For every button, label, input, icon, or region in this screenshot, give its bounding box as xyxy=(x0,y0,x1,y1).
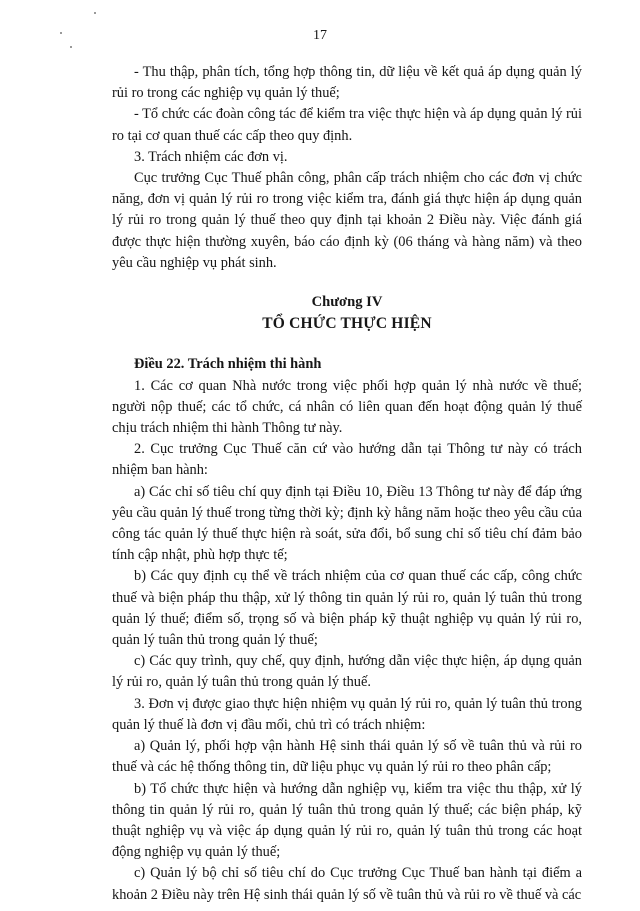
paragraph: b) Tổ chức thực hiện và hướng dẫn nghiệp vụ, kiểm tra việc thu thập, xử lý thông tin quản lý rủi ro, quản lý tuân thủ trong quản lý thuế; các biện pháp, kỹ thuật nghiệp vụ và việc áp dụng quản lý rủi ro, quản lý tuân thủ trong các hoạt động nghiệp vụ quản lý thuế; xyxy=(112,780,582,861)
paragraph: c) Các quy trình, quy chế, quy định, hướng dẫn việc thực hiện, áp dụng quản lý rủi ro, quản lý tuân thủ trong quản lý thuế. xyxy=(112,653,582,691)
chapter-heading: Chương IV xyxy=(311,294,383,311)
page-number: 17 xyxy=(313,28,327,43)
paragraph: b) Các quy định cụ thể về trách nhiệm của cơ quan thuế các cấp, công chức thuế và biện pháp thu thập, xử lý thông tin quản lý rủi ro, quản lý tuân thủ trong quản lý thuế; điểm số, trọng số và biện pháp kỹ thuật nghiệp vụ quản lý rủi ro, quản lý tuân thủ trong quản lý thuế; xyxy=(112,568,582,649)
paragraph: - Thu thập, phân tích, tổng hợp thông tin, dữ liệu về kết quả áp dụng quản lý rủi ro trong các nghiệp vụ quản lý thuế; xyxy=(112,64,582,102)
article-title: Điều 22. Trách nhiệm thi hành xyxy=(134,356,322,373)
paragraph: c) Quản lý bộ chỉ số tiêu chí do Cục trưởng Cục Thuế ban hành tại điểm a khoản 2 Điều này trên Hệ sinh thái quản lý số về tuân thủ và rủi ro về thuế và các xyxy=(112,865,582,903)
paragraph: a) Các chỉ số tiêu chí quy định tại Điều 10, Điều 13 Thông tư này để đáp ứng yêu cầu quản lý thuế trong từng thời kỳ; định kỳ hằng năm hoặc theo yêu cầu của công tác quản lý thuế thực hiện rà soát, sửa đổi, bổ sung chỉ số tiêu chí đảm bảo tính cập nhật, phù hợp thực tế; xyxy=(112,483,582,564)
paragraph: 1. Các cơ quan Nhà nước trong việc phối hợp quản lý nhà nước về thuế; người nộp thuế; các tổ chức, cá nhân có liên quan đến hoạt động quản lý thuế chịu trách nhiệm thi hành Thông tư này. xyxy=(112,377,582,437)
paragraph: Cục trưởng Cục Thuế phân công, phân cấp trách nhiệm cho các đơn vị chức năng, đơn vị quản lý rủi ro trong việc kiểm tra, đánh giá thực hiện áp dụng quản lý rủi ro trong quản lý thuế theo quy định tại khoản 2 Điều này. Việc đánh giá được thực hiện thường xuyên, báo cáo định kỳ (06 tháng và hàng năm) và theo yêu cầu nghiệp vụ phát sinh. xyxy=(112,170,582,271)
scan-speck xyxy=(70,46,72,48)
chapter-title: TỔ CHỨC THỰC HIỆN xyxy=(262,315,432,333)
paragraph: 2. Cục trưởng Cục Thuế căn cứ vào hướng dẫn tại Thông tư này có trách nhiệm ban hành: xyxy=(112,441,582,479)
paragraph: 3. Đơn vị được giao thực hiện nhiệm vụ quản lý rủi ro, quản lý tuân thủ trong quản lý thuế là đơn vị đầu mối, chủ trì có trách nhiệm: xyxy=(112,695,582,733)
paragraph: 3. Trách nhiệm các đơn vị. xyxy=(134,148,288,165)
document-body xyxy=(112,62,582,906)
scan-speck xyxy=(94,12,96,14)
paragraph: - Tổ chức các đoàn công tác để kiểm tra việc thực hiện và áp dụng quản lý rủi ro tại cơ quan thuế các cấp theo quy định. xyxy=(112,106,582,144)
paragraph: a) Quản lý, phối hợp vận hành Hệ sinh thái quản lý số về tuân thủ và rủi ro thuế và các hệ thống thông tin, dữ liệu phục vụ quản lý rủi ro theo phân cấp; xyxy=(112,738,582,776)
